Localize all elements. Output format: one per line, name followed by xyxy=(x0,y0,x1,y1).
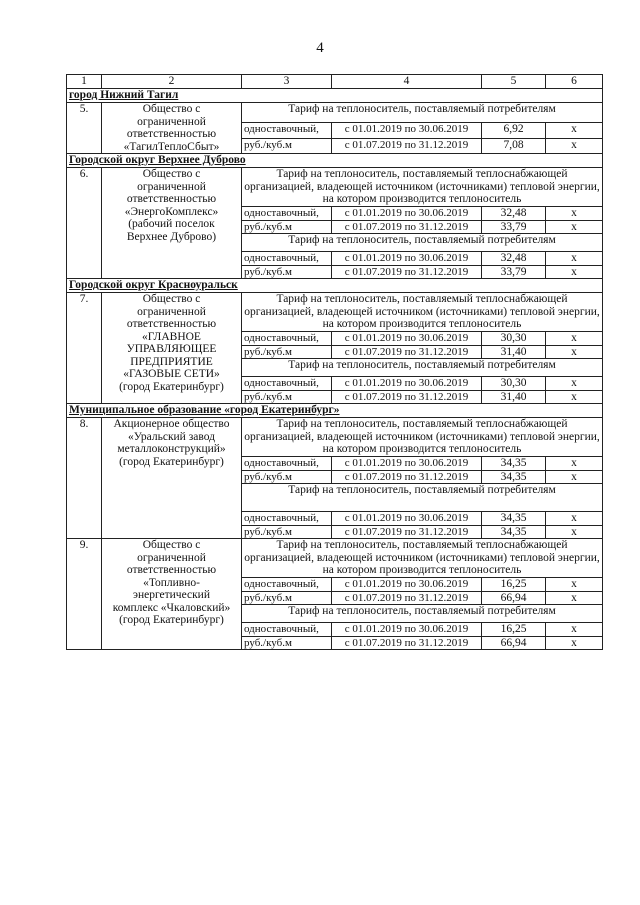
organization-name: Общество с ограниченной ответственностью «ЭнергоКомплекс» (рабочий поселок Верхнее Дуброво) xyxy=(102,168,242,279)
row-number: 6. xyxy=(67,168,102,279)
unit-label: руб./куб.м xyxy=(242,265,332,279)
tariff-title: Тариф на теплоноситель, поставляемый потребителям xyxy=(242,359,603,377)
empty-mark: х xyxy=(546,377,603,391)
unit-label: одноставочный, xyxy=(242,377,332,391)
unit-label: одноставочный, xyxy=(242,332,332,346)
unit-label: руб./куб.м xyxy=(242,345,332,359)
period-label: с 01.01.2019 по 30.06.2019 xyxy=(332,207,482,221)
unit-label: одноставочный, xyxy=(242,123,332,138)
period-label: с 01.07.2019 по 31.12.2019 xyxy=(332,345,482,359)
tariff-value: 6,92 xyxy=(482,123,546,138)
tariff-value: 32,48 xyxy=(482,207,546,221)
empty-mark: х xyxy=(546,252,603,266)
tariff-title: Тариф на теплоноситель, поставляемый потребителям xyxy=(242,234,603,252)
empty-mark: х xyxy=(546,591,603,605)
unit-label: одноставочный, xyxy=(242,252,332,266)
unit-label: одноставочный, xyxy=(242,457,332,471)
unit-label: одноставочный, xyxy=(242,207,332,221)
tariff-title: Тариф на теплоноситель, поставляемый теплоснабжающей организацией, владеющей источником (источниками) тепловой энергии, на котором производится теплоноситель xyxy=(242,539,603,578)
empty-mark: х xyxy=(546,220,603,234)
tariff-table xyxy=(66,74,603,650)
tariff-value: 33,79 xyxy=(482,220,546,234)
tariff-title: Тариф на теплоноситель, поставляемый теплоснабжающей организацией, владеющей источником (источниками) тепловой энергии, на котором производится теплоноситель xyxy=(242,293,603,332)
period-label: с 01.07.2019 по 31.12.2019 xyxy=(332,591,482,605)
unit-label: одноставочный, xyxy=(242,623,332,637)
empty-mark: х xyxy=(546,470,603,484)
tariff-value: 31,40 xyxy=(482,345,546,359)
region-heading: Муниципальное образование «город Екатеринбург» xyxy=(67,404,603,418)
period-label: с 01.01.2019 по 30.06.2019 xyxy=(332,623,482,637)
column-header: 3 xyxy=(242,75,332,89)
region-heading: город Нижний Тагил xyxy=(67,89,603,103)
tariff-title: Тариф на теплоноситель, поставляемый потребителям xyxy=(242,605,603,623)
unit-label: руб./куб.м xyxy=(242,525,332,539)
tariff-title: Тариф на теплоноситель, поставляемый теплоснабжающей организацией, владеющей источником (источниками) тепловой энергии, на котором производится теплоноситель xyxy=(242,418,603,457)
tariff-value: 33,79 xyxy=(482,265,546,279)
unit-label: одноставочный, xyxy=(242,512,332,526)
period-label: с 01.01.2019 по 30.06.2019 xyxy=(332,252,482,266)
tariff-value: 32,48 xyxy=(482,252,546,266)
period-label: с 01.01.2019 по 30.06.2019 xyxy=(332,332,482,346)
row-number: 9. xyxy=(67,539,102,650)
column-header: 1 xyxy=(67,75,102,89)
organization-name: Общество с ограниченной ответственностью «ГЛАВНОЕ УПРАВЛЯЮЩЕЕ ПРЕДПРИЯТИЕ «ГАЗОВЫЕ СЕТИ» (город Екатеринбург) xyxy=(102,293,242,404)
region-heading: Городской округ Красноуральск xyxy=(67,279,603,293)
period-label: с 01.07.2019 по 31.12.2019 xyxy=(332,138,482,153)
tariff-value: 16,25 xyxy=(482,578,546,592)
period-label: с 01.01.2019 по 30.06.2019 xyxy=(332,457,482,471)
unit-label: руб./куб.м xyxy=(242,138,332,153)
period-label: с 01.07.2019 по 31.12.2019 xyxy=(332,525,482,539)
organization-name: Акционерное общество «Уральский завод металлоконструкций» (город Екатеринбург) xyxy=(102,418,242,539)
empty-mark: х xyxy=(546,138,603,153)
unit-label: руб./куб.м xyxy=(242,220,332,234)
row-number: 7. xyxy=(67,293,102,404)
tariff-value: 16,25 xyxy=(482,623,546,637)
row-number: 8. xyxy=(67,418,102,539)
period-label: с 01.07.2019 по 31.12.2019 xyxy=(332,636,482,650)
empty-mark: х xyxy=(546,390,603,404)
tariff-title: Тариф на теплоноситель, поставляемый потребителям xyxy=(242,484,603,512)
empty-mark: х xyxy=(546,578,603,592)
empty-mark: х xyxy=(546,623,603,637)
region-heading: Городской округ Верхнее Дуброво xyxy=(67,154,603,168)
tariff-value: 34,35 xyxy=(482,457,546,471)
empty-mark: х xyxy=(546,345,603,359)
tariff-value: 31,40 xyxy=(482,390,546,404)
column-header: 5 xyxy=(482,75,546,89)
tariff-value: 34,35 xyxy=(482,470,546,484)
column-header: 2 xyxy=(102,75,242,89)
period-label: с 01.07.2019 по 31.12.2019 xyxy=(332,390,482,404)
tariff-title: Тариф на теплоноситель, поставляемый теплоснабжающей организацией, владеющей источником (источниками) тепловой энергии, на котором производится теплоноситель xyxy=(242,168,603,207)
header-row xyxy=(67,75,603,89)
empty-mark: х xyxy=(546,265,603,279)
organization-name: Общество с ограниченной ответственностью «Топливно- энергетический комплекс «Чкаловский» (город Екатеринбург) xyxy=(102,539,242,650)
tariff-value: 34,35 xyxy=(482,512,546,526)
column-header: 6 xyxy=(546,75,603,89)
tariff-value: 66,94 xyxy=(482,636,546,650)
page-number: 4 xyxy=(316,40,324,56)
empty-mark: х xyxy=(546,207,603,221)
period-label: с 01.01.2019 по 30.06.2019 xyxy=(332,512,482,526)
unit-label: руб./куб.м xyxy=(242,591,332,605)
empty-mark: х xyxy=(546,636,603,650)
tariff-value: 34,35 xyxy=(482,525,546,539)
tariff-value: 30,30 xyxy=(482,332,546,346)
period-label: с 01.07.2019 по 31.12.2019 xyxy=(332,470,482,484)
empty-mark: х xyxy=(546,525,603,539)
period-label: с 01.01.2019 по 30.06.2019 xyxy=(332,123,482,138)
period-label: с 01.01.2019 по 30.06.2019 xyxy=(332,578,482,592)
empty-mark: х xyxy=(546,332,603,346)
unit-label: руб./куб.м xyxy=(242,390,332,404)
empty-mark: х xyxy=(546,512,603,526)
empty-mark: х xyxy=(546,457,603,471)
row-number: 5. xyxy=(67,103,102,154)
organization-name: Общество с ограниченной ответственностью «ТагилТеплоСбыт» xyxy=(102,103,242,154)
period-label: с 01.07.2019 по 31.12.2019 xyxy=(332,220,482,234)
tariff-value: 7,08 xyxy=(482,138,546,153)
unit-label: одноставочный, xyxy=(242,578,332,592)
unit-label: руб./куб.м xyxy=(242,636,332,650)
unit-label: руб./куб.м xyxy=(242,470,332,484)
period-label: с 01.01.2019 по 30.06.2019 xyxy=(332,377,482,391)
tariff-value: 30,30 xyxy=(482,377,546,391)
period-label: с 01.07.2019 по 31.12.2019 xyxy=(332,265,482,279)
empty-mark: х xyxy=(546,123,603,138)
tariff-title: Тариф на теплоноситель, поставляемый потребителям xyxy=(242,103,603,123)
tariff-value: 66,94 xyxy=(482,591,546,605)
column-header: 4 xyxy=(332,75,482,89)
